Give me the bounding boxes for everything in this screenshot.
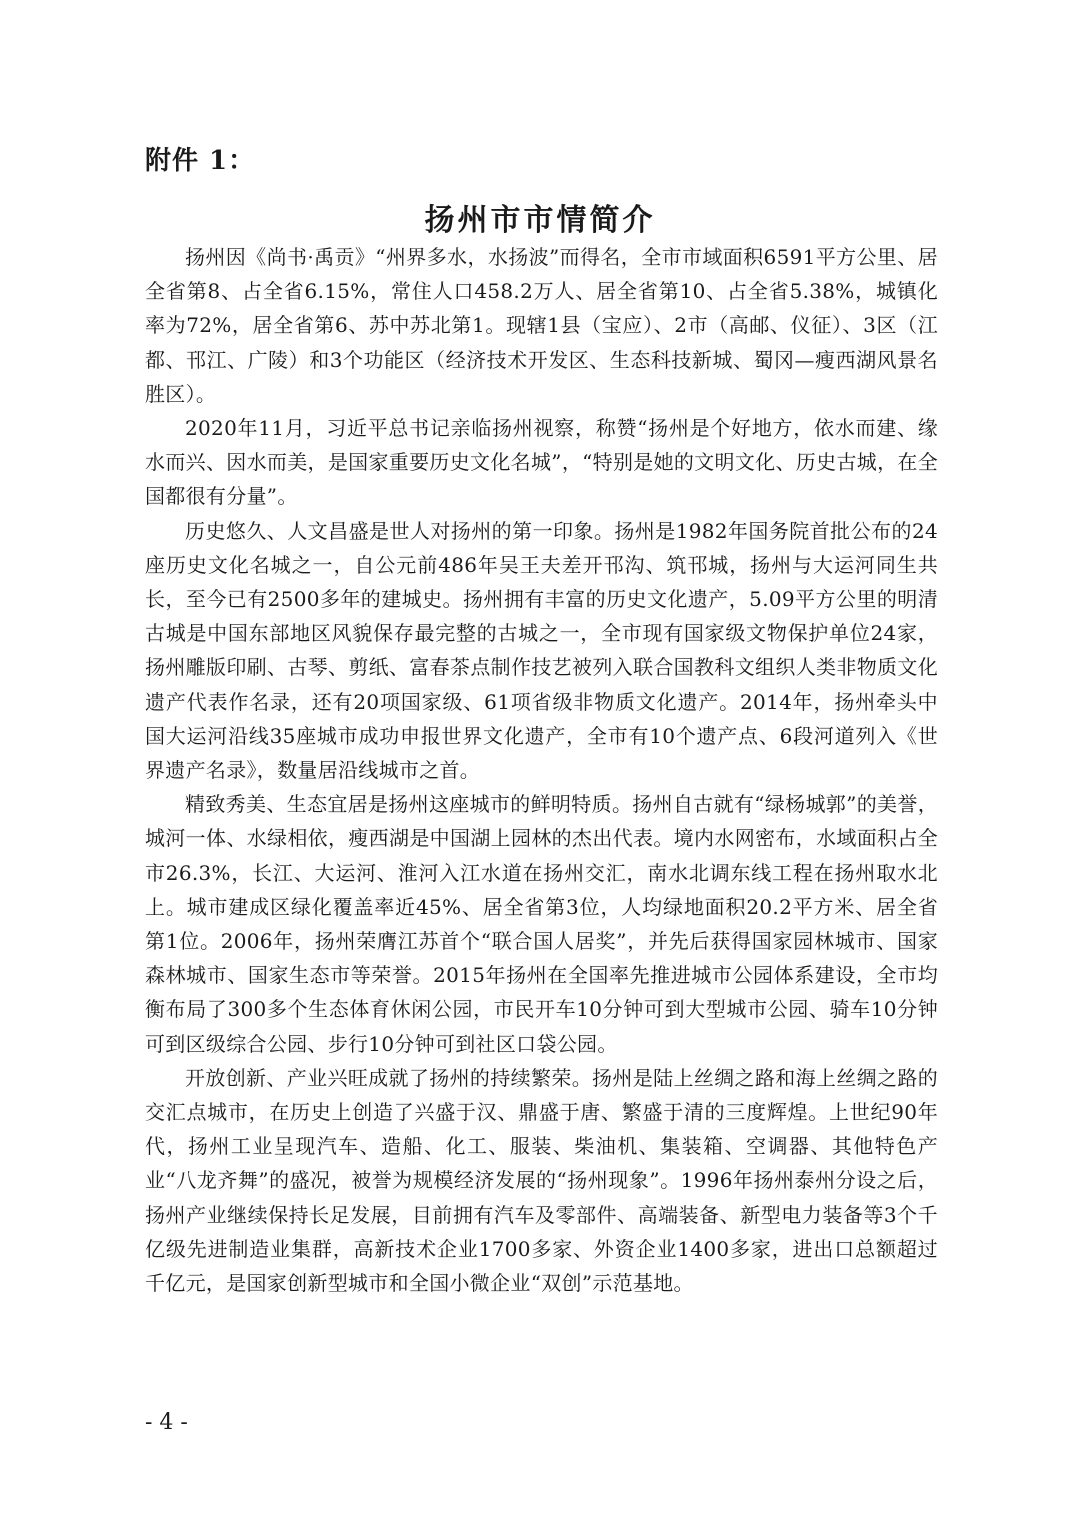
paragraph-industry: 开放创新、产业兴旺成就了扬州的持续繁荣。扬州是陆上丝绸之路和海上丝绸之路的交汇点城市，在历史上创造了兴盛于汉、鼎盛于唐、繁盛于清的三度辉煌。上世纪90年代，扬州工业呈现汽车、造船、化工、服装、柴油机、集装箱、空调器、其他特色产业“八龙齐舞”的盛况，被誉为规模经济发展的“扬州现象”。1996年扬州泰州分设之后，扬州产业继续保持长足发展，目前拥有汽车及零部件、高端装备、新型电力装备等3个千亿级先进制造业集群，高新技术企业1700多家、外资企业1400多家，进出口总额超过千亿元，是国家创新型城市和全国小微企业“双创”示范基地。 — [145, 1065, 938, 1296]
paragraph-intro: 扬州因《尚书·禹贡》“州界多水，水扬波”而得名，全市市域面积6591平方公里、居全省第8、占全省6.15%，常住人口458.2万人、居全省第10、占全省5.38%，城镇化率为72%，居全省第6、苏中苏北第1。现辖1县（宝应）、2市（高邮、仪征）、3区（江都、邗江、广陵）和3个功能区（经济技术开发区、生态科技新城、蜀冈—瘦西湖风景名胜区）。 — [145, 245, 938, 406]
paragraph-inspection: 2020年11月，习近平总书记亲临扬州视察，称赞“扬州是个好地方，依水而建、缘水而兴、因水而美，是国家重要历史文化名城”，“特别是她的文明文化、历史古城，在全国都很有分量”。 — [145, 416, 938, 509]
paragraph-history: 历史悠久、人文昌盛是世人对扬州的第一印象。扬州是1982年国务院首批公布的24座历史文化名城之一，自公元前486年吴王夫差开邗沟、筑邗城，扬州与大运河同生共长，至今已有2500多年的建城史。扬州拥有丰富的历史文化遗产，5.09平方公里的明清古城是中国东部地区风貌保存最完整的古城之一，全市现有国家级文物保护单位24家，扬州雕版印刷、古琴、剪纸、富春茶点制作技艺被列入联合国教科文组织人类非物质文化遗产代表作名录，还有20项国家级、61项省级非物质文化遗产。2014年，扬州牵头中国大运河沿线35座城市成功申报世界文化遗产，全市有10个遗产点、6段河道列入《世界遗产名录》，数量居沿线城市之首。 — [145, 518, 938, 783]
attachment-label: 附件 1： — [145, 146, 256, 176]
document-title: 扬州市市情简介 — [424, 203, 656, 238]
paragraph-ecology: 精致秀美、生态宜居是扬州这座城市的鲜明特质。扬州自古就有“绿杨城郭”的美誉，城河一体、水绿相依，瘦西湖是中国湖上园林的杰出代表。境内水网密布，水域面积占全市26.3%，长江、大运河、淮河入江水道在扬州交汇，南水北调东线工程在扬州取水北上。城市建成区绿化覆盖率近45%、居全省第3位，人均绿地面积20.2平方米、居全省第1位。2006年，扬州荣膺江苏首个“联合国人居奖”，并先后获得国家园林城市、国家森林城市、国家生态市等荣誉。2015年扬州在全国率先推进城市公园体系建设，全市均衡布局了300多个生态体育休闲公园，市民开车10分钟可到大型城市公园、骑车10分钟可到区级综合公园、步行10分钟可到社区口袋公园。 — [145, 792, 938, 1056]
page-number: - 4 - — [145, 1410, 188, 1435]
document-body — [145, 240, 938, 1300]
